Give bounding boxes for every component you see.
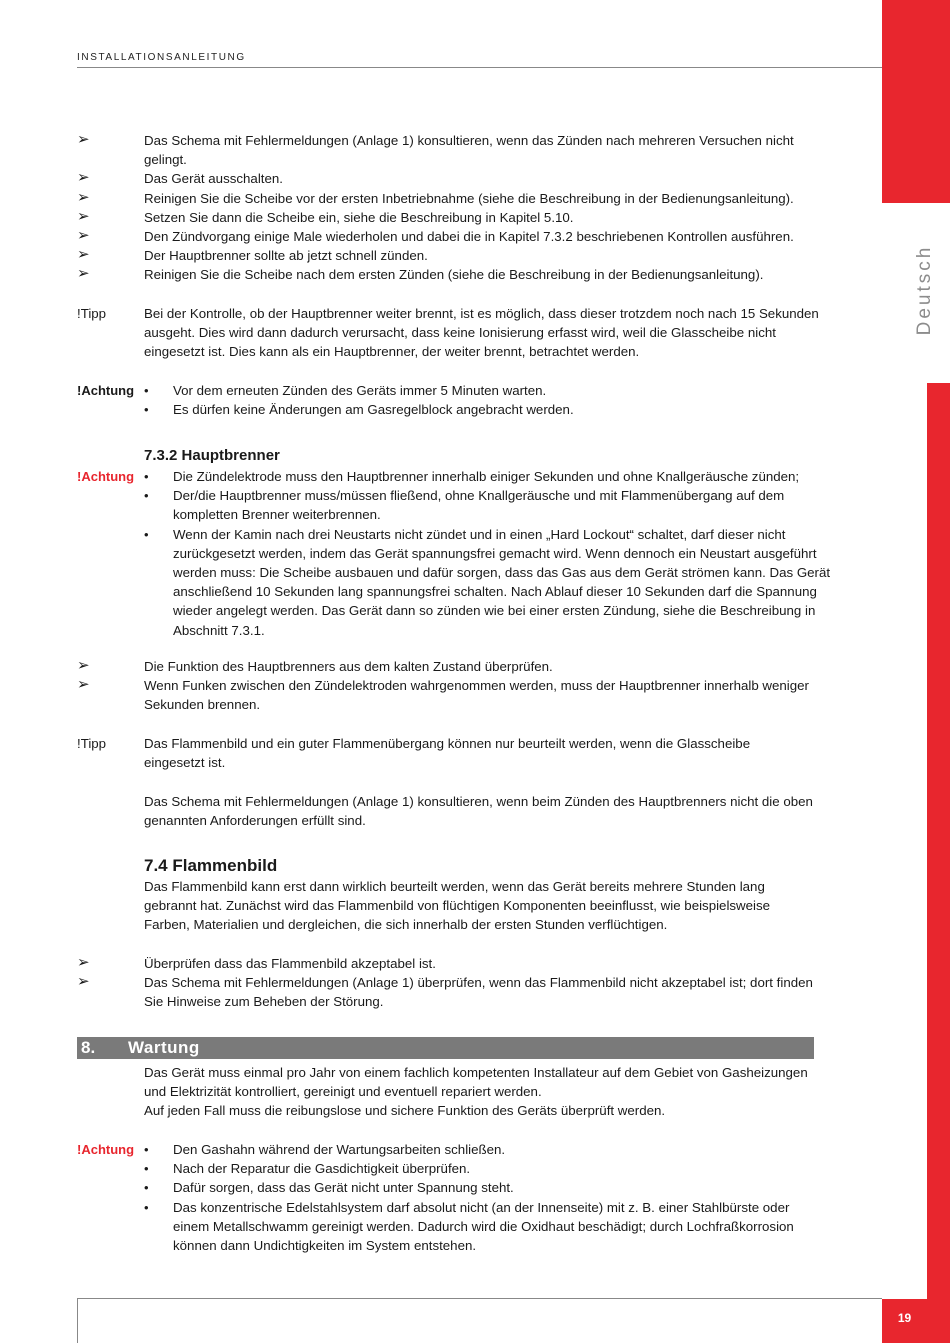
paragraph-text: und Elektrizität kontrolliert, gereinigt und eventuell repariert werden. — [144, 1084, 542, 1100]
bullet-item-text: Es dürfen keine Änderungen am Gasregelblock angebracht werden. — [173, 402, 574, 418]
bullet-item-text: zurückgesetzt werden, indem das Gerät spannungsfrei gemacht wird. Wenn dennoch ein Neustart ausgeführt — [173, 545, 817, 561]
section-8-title: Wartung — [128, 1038, 200, 1057]
paragraph-text: Das Flammenbild kann erst dann wirklich beurteilt werden, wenn das Gerät bereits mehrere Stunden lang — [144, 879, 765, 894]
bullet-item-text: anschließend 10 Sekunden lang spannungsfrei schalten. Nach Ablauf dieser 10 Sekunden darf die Spannung — [173, 584, 817, 600]
bullet-icon: • — [144, 1142, 149, 1157]
checkmark-icon: ➢ — [77, 954, 90, 971]
checkmark-icon: ➢ — [77, 207, 90, 225]
checkmark-icon: ➢ — [77, 265, 90, 283]
checklist-item-text: Der Hauptbrenner sollte ab jetzt schnell zünden. — [144, 248, 428, 264]
bullet-item-text: können dann Undichtigkeiten im System entstehen. — [173, 1238, 477, 1253]
bullet-icon: • — [144, 526, 149, 542]
heading-7-4: 7.4 Flammenbild — [144, 856, 278, 875]
footer-rule — [77, 1298, 882, 1299]
bullet-item-text: einem Metallschwamm gereinigt werden. Dadurch wird die Oxidhaut beschädigt; durch Lochfraßkorrosion — [173, 1218, 794, 1234]
footer-vertical-rule — [77, 1298, 78, 1343]
paragraph-text: Farben, Materialien und dergleichen, die sich innerhalb der ersten Stunden verflüchtigen. — [144, 917, 668, 933]
bullet-icon: • — [144, 383, 149, 398]
bullet-item-text: Wenn der Kamin nach drei Neustarts nicht zündet und in einen „Hard Lockout“ schaltet, darf dieser nicht — [173, 526, 786, 542]
tip-text: eingesetzt ist. Dies kann als ein Hauptbrenner, der weiter brennt, betrachtet werden. — [144, 344, 640, 360]
tip-text: ausgeht. Dies wird dann dadurch verursacht, dass keine Ionisierung erfasst wird, weil die Glasscheibe nicht — [144, 325, 776, 341]
checklist-item-text: Die Funktion des Hauptbrenners aus dem kalten Zustand überprüfen. — [144, 659, 553, 674]
checklist-item-text: Überprüfen dass das Flammenbild akzeptabel ist. — [144, 956, 436, 971]
bullet-item-text: Nach der Reparatur die Gasdichtigkeit überprüfen. — [173, 1161, 471, 1177]
bullet-item-text: Das konzentrische Edelstahlsystem darf absolut nicht (an der Innenseite) mit z. B. einer Stahlbürste oder — [173, 1199, 790, 1215]
bullet-icon: • — [144, 1199, 149, 1215]
checkmark-icon: ➢ — [77, 169, 90, 187]
checkmark-icon: ➢ — [77, 657, 90, 674]
bullet-item-text: Dafür sorgen, dass das Gerät nicht unter Spannung steht. — [173, 1180, 514, 1196]
tip-text: Das Flammenbild und ein guter Flammenübergang können nur beurteilt werden, wenn die Glasscheibe — [144, 736, 751, 751]
paragraph-text: Das Gerät muss einmal pro Jahr von einem fachlich kompetenten Installateur auf dem Gebiet von Gasheizungen — [144, 1065, 808, 1080]
bullet-icon: • — [144, 1180, 149, 1196]
bullet-item-text: Der/die Hauptbrenner muss/müssen fließend, ohne Knallgeräusche und mit Flammenübergang auf dem — [173, 488, 785, 504]
bullet-item-text: Die Zündelektrode muss den Hauptbrenner innerhalb einiger Sekunden und ohne Knallgeräusche zünden; — [173, 469, 800, 484]
bullet-item-text: kompletten Brenner weiterbrennen. — [173, 507, 381, 523]
running-header: INSTALLATIONSANLEITUNG — [77, 52, 246, 63]
checklist-item-text: Setzen Sie dann die Scheibe ein, siehe die Beschreibung in Kapitel 5.10. — [144, 209, 574, 225]
tip-label: !Tipp — [77, 306, 107, 321]
bullet-icon: • — [144, 469, 149, 484]
checklist-item-text: gelingt. — [144, 152, 187, 168]
section-8-number: 8. — [81, 1038, 96, 1057]
checklist-item-text: Reinigen Sie die Scheibe vor der ersten Inbetriebnahme (siehe die Beschreibung in der Bedienungsanleitung). — [144, 190, 794, 206]
page-number-box — [882, 1299, 927, 1343]
checklist-item-text: Wenn Funken zwischen den Zündelektroden wahrgenommen werden, muss der Hauptbrenner innerhalb weniger — [144, 678, 809, 694]
bullet-item-text: Den Gashahn während der Wartungsarbeiten schließen. — [173, 1142, 506, 1157]
page-number: 19 — [897, 1311, 912, 1325]
bullet-item-text: werden muss: Die Scheibe ausbauen und dafür sorgen, dass das Gas aus dem Gerät strömen kann. Das Gerät — [173, 565, 831, 580]
paragraph-text: Auf jeden Fall muss die reibungslose und sichere Funktion des Geräts überprüft werden. — [144, 1103, 666, 1119]
checklist-item-text: Den Zündvorgang einige Male wiederholen und dabei die in Kapitel 7.3.2 beschriebenen Kontrollen ausführen. — [144, 229, 794, 244]
checklist-item-text: Sekunden brennen. — [144, 697, 261, 713]
bullet-item-text: wieder angelegt werden. Das Gerät dann so zünden wie bei einer ersten Zündung, siehe die Beschreibung in — [173, 603, 816, 619]
checkmark-icon: ➢ — [77, 676, 90, 694]
checklist-item-text: Das Gerät ausschalten. — [144, 171, 283, 187]
checkmark-icon: ➢ — [77, 188, 90, 206]
checkmark-icon: ➢ — [77, 246, 90, 264]
red-tab-bottom — [927, 383, 950, 1343]
warning-label-red: !Achtung — [77, 1142, 135, 1157]
bullet-item-text: Abschnitt 7.3.1. — [173, 622, 265, 638]
paragraph-text: genannten Anforderungen erfüllt sind. — [144, 813, 366, 829]
bullet-icon: • — [144, 488, 149, 504]
checklist-item-text: Reinigen Sie die Scheibe nach dem ersten Zünden (siehe die Beschreibung in der Bedienungsanleitung). — [144, 267, 764, 283]
language-tab — [905, 215, 945, 365]
heading-7-3-2: 7.3.2 Hauptbrenner — [144, 447, 280, 464]
checklist-item-text: Das Schema mit Fehlermeldungen (Anlage 1) konsultieren, wenn das Zünden nach mehreren Versuchen nicht — [144, 133, 794, 148]
checklist-item-text: Sie Hinweise zum Beheben der Störung. — [144, 994, 384, 1010]
checklist-item-text: Das Schema mit Fehlermeldungen (Anlage 1) überprüfen, wenn das Flammenbild nicht akzeptabel ist; dort finden — [144, 975, 813, 991]
language-tab-label: Deutsch — [914, 244, 935, 336]
red-tab-top — [882, 0, 950, 203]
warning-label-red: !Achtung — [77, 469, 135, 484]
checkmark-icon: ➢ — [77, 227, 90, 244]
tip-text: Bei der Kontrolle, ob der Hauptbrenner weiter brennt, ist es möglich, dass dieser trotzdem noch nach 15 Sekunden — [144, 306, 819, 321]
bullet-item-text: Vor dem erneuten Zünden des Geräts immer 5 Minuten warten. — [173, 383, 547, 398]
tip-label: !Tipp — [77, 736, 107, 751]
tip-text: eingesetzt ist. — [144, 755, 226, 771]
warning-label: !Achtung — [77, 383, 135, 398]
paragraph-text: gebrannt hat. Zunächst wird das Flammenbild von flüchtigen Komponenten beeinflusst, wie beispielsweise — [144, 898, 771, 914]
paragraph-text: Das Schema mit Fehlermeldungen (Anlage 1) konsultieren, wenn beim Zünden des Hauptbrenners nicht die oben — [144, 794, 813, 809]
checkmark-icon: ➢ — [77, 973, 90, 991]
bullet-icon: • — [144, 1161, 149, 1177]
header-rule — [77, 67, 882, 68]
bullet-icon: • — [144, 402, 149, 418]
checkmark-icon: ➢ — [77, 131, 90, 148]
